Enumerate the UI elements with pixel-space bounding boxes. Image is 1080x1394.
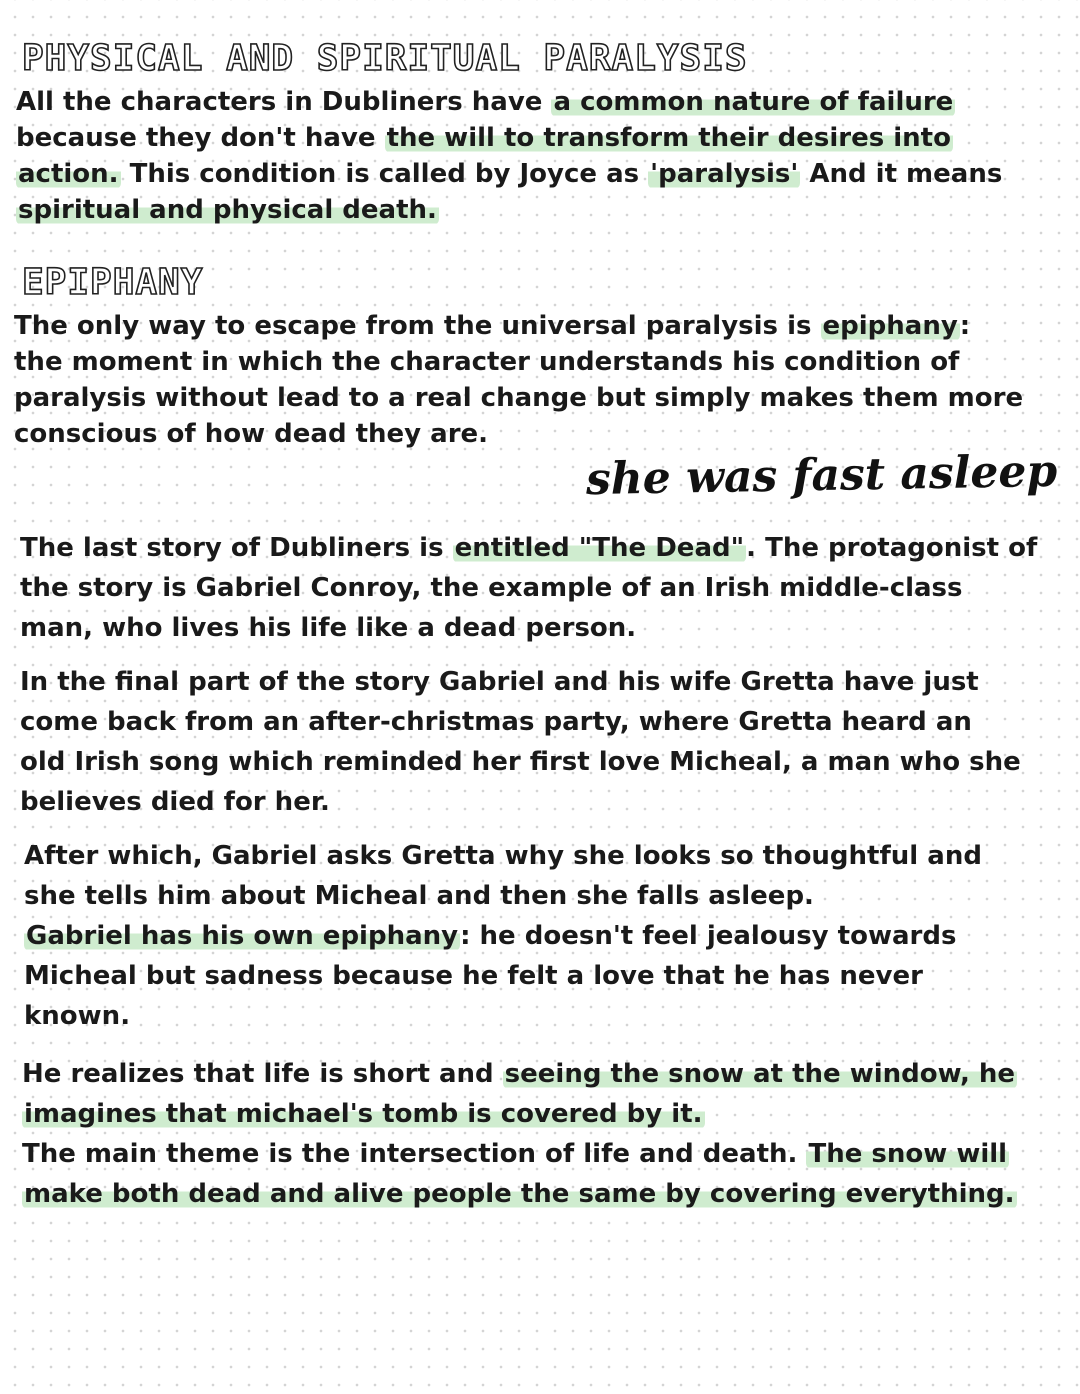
text-segment: conscious of how dead they are. bbox=[14, 419, 489, 449]
text-line bbox=[24, 836, 982, 876]
text-segment: After which, Gabriel asks Gretta why she looks so thoughtful and bbox=[24, 841, 982, 871]
text-line bbox=[14, 344, 1023, 380]
text-line bbox=[22, 1094, 1017, 1134]
text-segment: And it means bbox=[800, 159, 1003, 189]
text-line bbox=[16, 192, 1002, 228]
highlight: action. bbox=[18, 159, 119, 189]
text-segment: The main theme is the intersection of life and death. bbox=[22, 1139, 807, 1169]
text-line bbox=[24, 916, 982, 956]
highlight: seeing the snow at the window, he bbox=[504, 1059, 1016, 1089]
text-line bbox=[22, 1134, 1017, 1174]
paragraph-the-dead bbox=[20, 528, 1037, 648]
text-segment: All the characters in Dubliners have bbox=[16, 87, 552, 117]
text-segment: known. bbox=[24, 1001, 131, 1031]
paragraph-he-realizes bbox=[22, 1054, 1017, 1214]
text-line bbox=[20, 662, 1021, 702]
paragraph-paralysis bbox=[16, 84, 1002, 228]
text-segment: old Irish song which reminded her first love Micheal, a man who she bbox=[20, 747, 1021, 777]
highlight: epiphany bbox=[822, 311, 958, 341]
text-segment: : he doesn't feel jealousy towards bbox=[460, 921, 957, 951]
text-segment: . The protagonist of bbox=[746, 533, 1038, 563]
text-line bbox=[14, 308, 1023, 344]
text-line bbox=[20, 568, 1037, 608]
text-segment: because they don't have bbox=[16, 123, 385, 153]
text-segment: Micheal but sadness because he felt a love that he has never bbox=[24, 961, 923, 991]
text-segment: come back from an after-christmas party, where Gretta heard an bbox=[20, 707, 972, 737]
text-line bbox=[24, 996, 982, 1036]
paragraph-after-which bbox=[24, 836, 982, 1036]
text-line bbox=[22, 1054, 1017, 1094]
text-line bbox=[20, 782, 1021, 822]
highlight: 'paralysis' bbox=[650, 159, 799, 189]
text-segment: The last story of Dubliners is bbox=[20, 533, 453, 563]
text-line bbox=[20, 608, 1037, 648]
text-segment: she tells him about Micheal and then she falls asleep. bbox=[24, 881, 814, 911]
text-segment: He realizes that life is short and bbox=[22, 1059, 503, 1089]
highlight: The snow will bbox=[808, 1139, 1008, 1169]
text-line bbox=[22, 1174, 1017, 1214]
highlight: Gabriel has his own epiphany bbox=[26, 921, 459, 951]
text-segment: man, who lives his life like a dead person. bbox=[20, 613, 637, 643]
highlight: make both dead and alive people the same by covering everything. bbox=[24, 1179, 1015, 1209]
text-line bbox=[24, 956, 982, 996]
highlight: entitled "The Dead" bbox=[454, 533, 745, 563]
text-line bbox=[24, 876, 982, 916]
text-line bbox=[14, 380, 1023, 416]
paragraph-epiphany bbox=[14, 308, 1023, 452]
highlight: imagines that michael's tomb is covered by it. bbox=[24, 1099, 703, 1129]
highlight: the will to transform their desires into bbox=[386, 123, 951, 153]
text-segment: This condition is called by Joyce as bbox=[120, 159, 649, 189]
text-line bbox=[16, 156, 1002, 192]
heading-physical-spiritual-paralysis: PHYSICAL AND SPIRITUAL PARALYSIS bbox=[22, 38, 748, 79]
text-segment: In the final part of the story Gabriel and his wife Gretta have just bbox=[20, 667, 979, 697]
text-line bbox=[14, 416, 1023, 452]
highlight: a common nature of failure bbox=[553, 87, 954, 117]
text-segment: : bbox=[959, 311, 971, 341]
text-segment: the moment in which the character understands his condition of bbox=[14, 347, 960, 377]
text-line bbox=[20, 702, 1021, 742]
text-line bbox=[20, 528, 1037, 568]
paragraph-final-part bbox=[20, 662, 1021, 822]
text-line bbox=[20, 742, 1021, 782]
text-segment: The only way to escape from the universal paralysis is bbox=[14, 311, 821, 341]
text-line bbox=[16, 84, 1002, 120]
highlight: spiritual and physical death. bbox=[18, 195, 437, 225]
text-segment: believes died for her. bbox=[20, 787, 330, 817]
text-line bbox=[16, 120, 1002, 156]
text-segment: paralysis without lead to a real change but simply makes them more bbox=[14, 383, 1024, 413]
text-segment: the story is Gabriel Conroy, the example of an Irish middle-class bbox=[20, 573, 963, 603]
handwritten-quote: she was fast asleep bbox=[585, 445, 1058, 506]
heading-epiphany: EPIPHANY bbox=[22, 262, 204, 303]
